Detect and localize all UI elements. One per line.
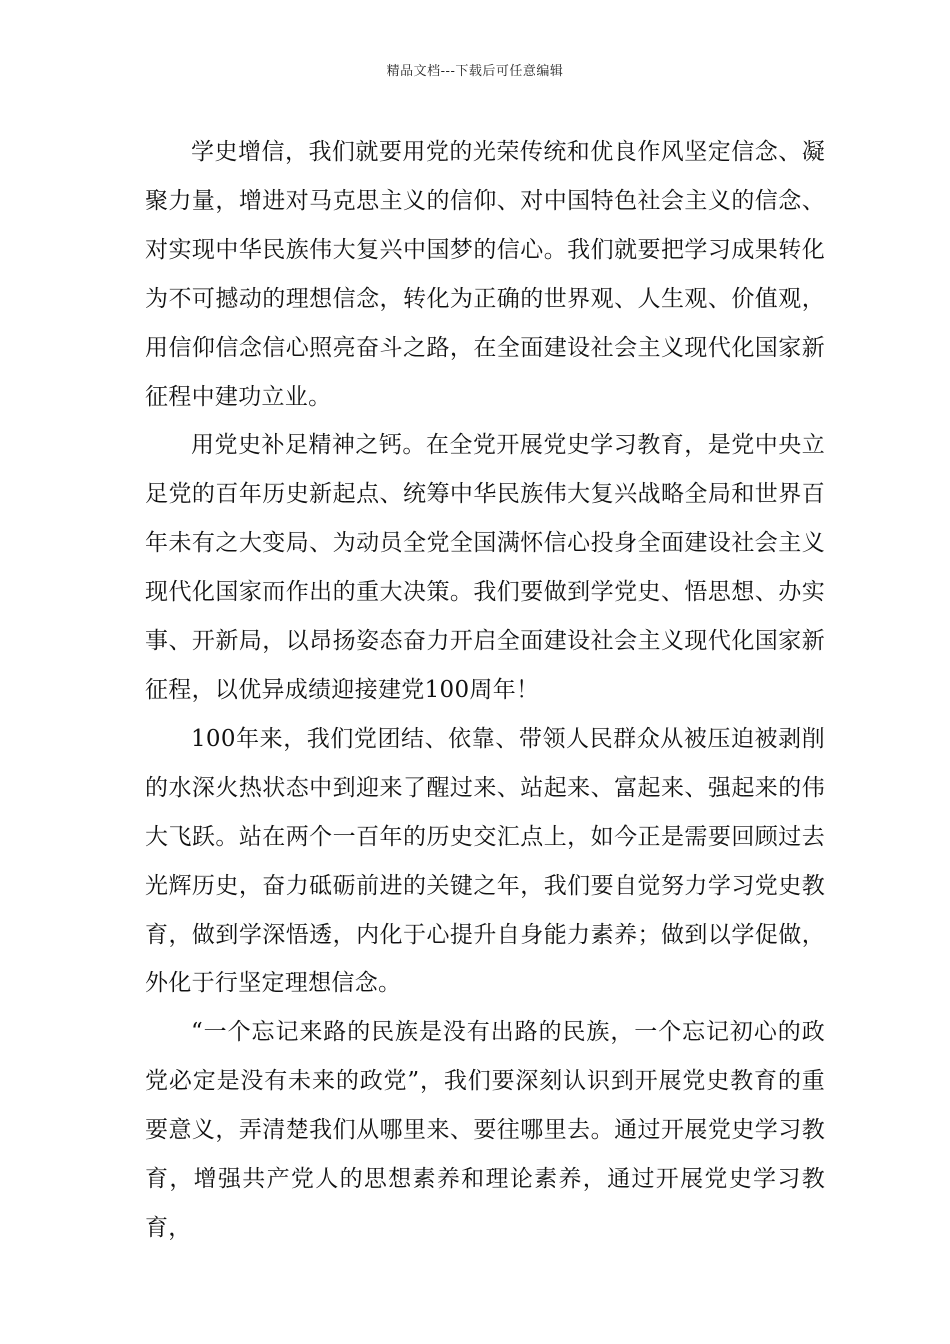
paragraph-2: 用党史补足精神之钙。在全党开展党史学习教育，是党中央立足党的百年历史新起点、统筹中华民族伟大复兴战略全局和世界百年未有之大变局、为动员全党全国满怀信心投身全面建设社会主义现代化国家而作出的重大决策。我们要做到学党史、悟思想、办实事、开新局，以昂扬姿态奋力开启全面建设社会主义现代化国家新征程，以优异成绩迎接建党100周年！ [145,432,825,703]
paragraph-1: 学史增信，我们就要用党的光荣传统和优良作风坚定信念、凝聚力量，增进对马克思主义的信仰、对中国特色社会主义的信念、对实现中华民族伟大复兴中国梦的信心。我们就要把学习成果转化为不可撼动的理想信念，转化为正确的世界观、人生观、价值观，用信仰信念信心照亮奋斗之路，在全面建设社会主义现代化国家新征程中建功立业。 [145,139,825,410]
document-body [145,128,825,1253]
paragraph-4: “一个忘记来路的民族是没有出路的民族，一个忘记初心的政党必定是没有未来的政党”，我们要深刻认识到开展党史教育的重要意义，弄清楚我们从哪里来、要往哪里去。通过开展党史学习教育，增强共产党人的思想素养和理论素养，通过开展党史学习教育， [145,1019,825,1241]
paragraph-3: 100年来，我们党团结、依靠、带领人民群众从被压迫被剥削的水深火热状态中到迎来了醒过来、站起来、富起来、强起来的伟大飞跃。站在两个一百年的历史交汇点上，如今正是需要回顾过去光辉历史，奋力砥砺前进的关键之年，我们要自觉努力学习党史教育，做到学深悟透，内化于心提升自身能力素养；做到以学促做，外化于行坚定理想信念。 [145,725,825,997]
page-header: 精品文档---下载后可任意编辑 [386,64,564,79]
